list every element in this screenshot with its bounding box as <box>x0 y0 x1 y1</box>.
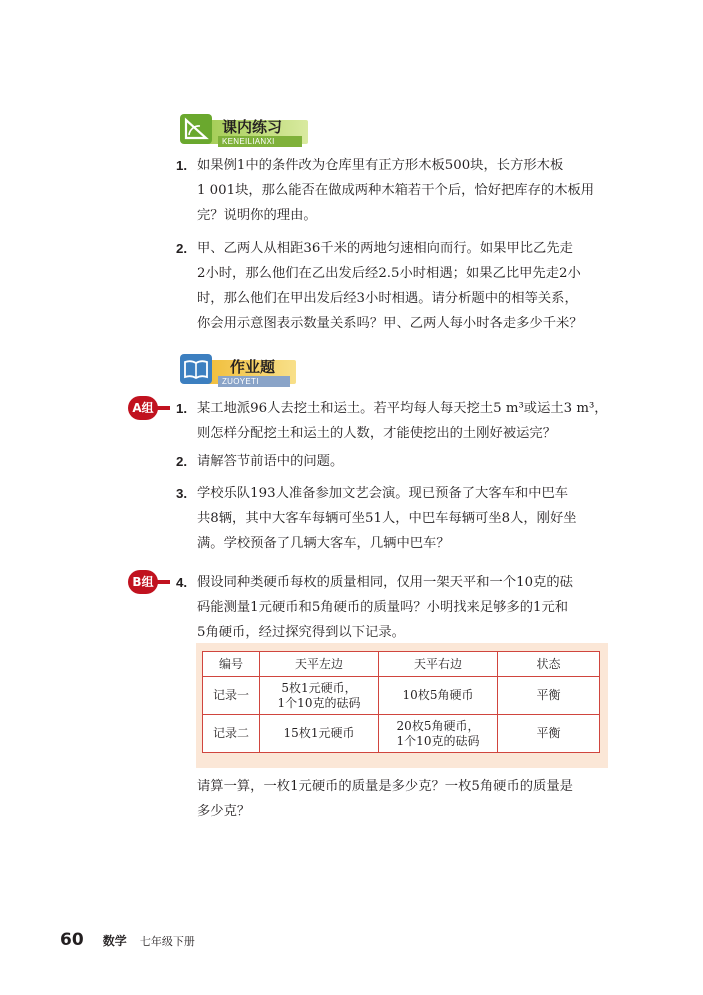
practice-subtitle: KENEILIANXI <box>218 136 302 147</box>
question-line: 学校乐队193人准备参加文艺会演。现已预备了大客车和中巴车 <box>197 486 569 501</box>
cell-line: 15枚1元硬币 <box>283 726 355 740</box>
question-number: 2. <box>176 454 188 469</box>
homework-question-4 <box>176 570 616 645</box>
cell-status: 平衡 <box>498 677 600 715</box>
question-line: 假设同种类硬币每枚的质量相同，仅用一架天平和一个10克的砝 <box>197 575 573 590</box>
question-number: 3. <box>176 486 188 501</box>
question-line: 码能测量1元硬币和5角硬币的质量吗？小明找来足够多的1元和 <box>197 600 569 615</box>
footer-subject: 数学 <box>102 934 127 948</box>
open-book-icon <box>178 352 214 386</box>
homework-title: 作业题 <box>230 358 276 376</box>
coin-record-table-panel <box>196 643 608 768</box>
question-number: 2. <box>176 241 188 256</box>
header-id: 编号 <box>203 652 260 677</box>
group-b-badge: B组 <box>128 570 158 594</box>
cell-line: 1个10克的砝码 <box>396 733 480 748</box>
header-right: 天平右边 <box>379 652 498 677</box>
question-line: 2小时，那么他们在乙出发后经2.5小时相遇；如果乙比甲先走2小 <box>197 266 581 281</box>
table-row <box>203 677 600 715</box>
group-a-pointer <box>156 406 170 410</box>
question-line: 甲、乙两人从相距36千米的两地匀速相向而行。如果甲比乙先走 <box>197 241 573 256</box>
cell-id: 记录二 <box>203 715 260 753</box>
question-line: 完？说明你的理由。 <box>197 208 317 223</box>
question-number: 1. <box>176 401 188 416</box>
cell-line: 10枚5角硬币 <box>402 688 474 702</box>
question-number: 1. <box>176 158 188 173</box>
homework-subtitle: ZUOYETI <box>218 376 290 387</box>
table-row <box>203 715 600 753</box>
section-header-homework <box>178 352 298 386</box>
homework-question-4-followup <box>176 774 616 824</box>
coin-record-table <box>202 651 600 753</box>
question-line: 请解答节前语中的问题。 <box>197 454 344 469</box>
homework-question-1 <box>176 396 616 446</box>
question-line: 5角硬币，经过探究得到以下记录。 <box>197 625 405 640</box>
cell-left <box>260 677 379 715</box>
cell-line: 20枚5角硬币， <box>396 718 480 733</box>
question-line: 时，那么他们在甲出发后经3小时相遇。请分析题中的相等关系， <box>197 291 578 306</box>
question-line: 则怎样分配挖土和运土的人数，才能使挖出的土刚好被运完？ <box>197 426 557 441</box>
page-footer <box>60 930 195 950</box>
practice-question-1 <box>176 153 616 228</box>
cell-status: 平衡 <box>498 715 600 753</box>
homework-question-2 <box>176 449 616 474</box>
question-line: 请算一算，一枚1元硬币的质量是多少克？一枚5角硬币的质量是 <box>197 779 573 794</box>
ruler-protractor-icon <box>178 112 214 146</box>
cell-line: 5枚1元硬币， <box>281 680 357 695</box>
header-status: 状态 <box>498 652 600 677</box>
group-b-pointer <box>156 580 170 584</box>
header-left: 天平左边 <box>260 652 379 677</box>
cell-right <box>379 677 498 715</box>
question-line: 如果例1中的条件改为仓库里有正方形木板500块，长方形木板 <box>197 158 564 173</box>
footer-book: 七年级下册 <box>139 935 195 948</box>
question-line: 1 001块，那么能否在做成两种木箱若干个后，恰好把库存的木板用 <box>197 183 595 198</box>
cell-right <box>379 715 498 753</box>
question-line: 共8辆，其中大客车每辆可坐51人，中巴车每辆可坐8人，刚好坐 <box>197 511 577 526</box>
group-a-badge: A组 <box>128 396 158 420</box>
page-number: 60 <box>60 930 84 950</box>
question-line: 满。学校预备了几辆大客车，几辆中巴车？ <box>197 536 450 551</box>
question-line: 某工地派96人去挖土和运土。若平均每人每天挖土5 m³或运土3 m³， <box>197 401 608 416</box>
question-number: 4. <box>176 575 188 590</box>
table-header-row <box>203 652 600 677</box>
cell-left <box>260 715 379 753</box>
group-a-label <box>128 396 166 420</box>
homework-question-3 <box>176 481 616 556</box>
question-line: 多少克？ <box>197 804 251 819</box>
section-header-practice <box>178 112 308 146</box>
group-b-label <box>128 570 166 594</box>
practice-title: 课内练习 <box>222 118 283 136</box>
cell-line: 1个10克的砝码 <box>277 695 361 710</box>
cell-id: 记录一 <box>203 677 260 715</box>
question-line: 你会用示意图表示数量关系吗？甲、乙两人每小时各走多少千米？ <box>197 316 583 331</box>
practice-question-2 <box>176 236 616 336</box>
